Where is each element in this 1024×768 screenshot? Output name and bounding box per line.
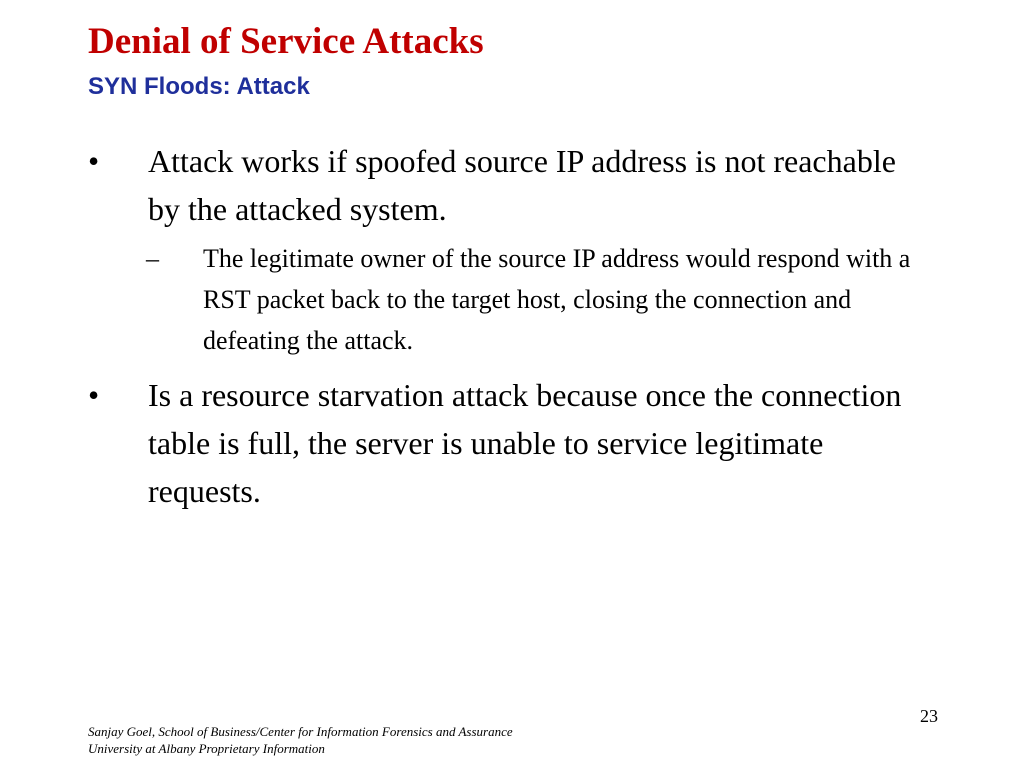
bullet-marker: • [88,143,100,179]
slide-subtitle: SYN Floods: Attack [88,73,310,100]
footer [88,723,513,757]
footer-line-author: Sanjay Goel, School of Business/Center for Information Forensics and Assurance [88,724,513,739]
bullet-text: Attack works if spoofed source IP address is not reachable by the attacked system. [148,143,896,227]
bullet-text: Is a resource starvation attack because once the connection table is full, the server is unable to service legitimate requests. [148,377,902,509]
page-number: 23 [920,706,938,726]
bullet-marker: • [88,377,100,413]
sub-bullet-marker: – [146,244,159,273]
bullet-item-spoofed-ip [88,137,918,233]
slide-title: Denial of Service Attacks [88,21,484,62]
sub-bullet-text: The legitimate owner of the source IP address would respond with a RST packet back to the target host, closing the connection and defeating the attack. [203,244,911,355]
bullet-item-resource-starvation [88,371,918,515]
sub-bullet-item-rst-packet [146,238,916,361]
footer-line-proprietary: University at Albany Proprietary Information [88,741,325,756]
